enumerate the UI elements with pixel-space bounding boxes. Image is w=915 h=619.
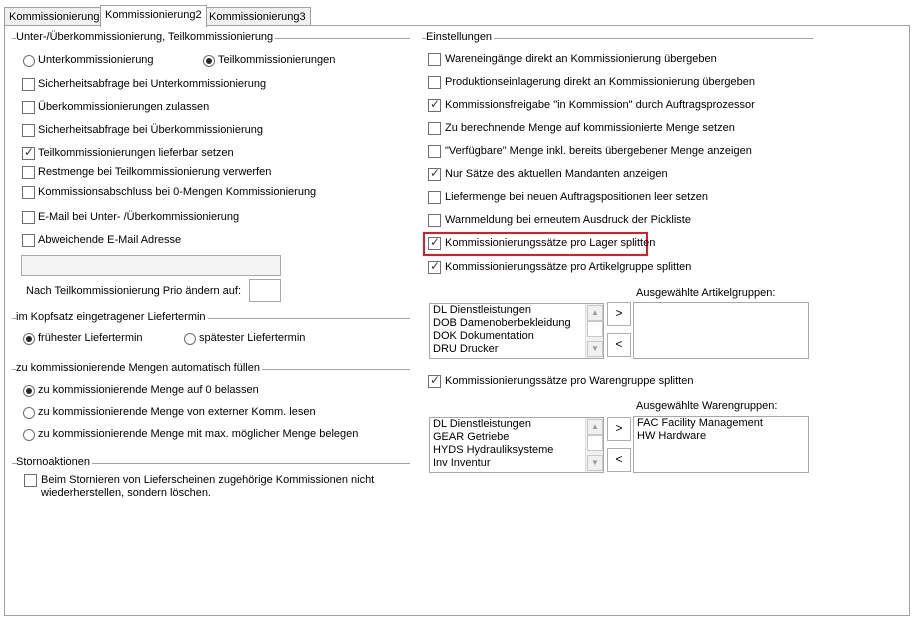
checkbox-email-unter-ueber-label: E-Mail bei Unter- /Überkommissionierung: [38, 211, 240, 223]
checkbox-lager-splitten-label: Kommissionierungssätze pro Lager splitten: [445, 237, 656, 249]
checkbox-restmenge-verwerfen-label: Restmenge bei Teilkommissionierung verwerfen: [38, 166, 272, 178]
radio-spaetester-liefertermin-label: spätester Liefertermin: [199, 332, 306, 344]
group-title-unter-ueber: Unter-/Überkommissionierung, Teilkommissionierung: [16, 31, 274, 43]
checkbox-ueberkommissionierungen-zulassen[interactable]: [22, 101, 35, 114]
checkbox-sicherheitsabfrage-ueber[interactable]: [22, 124, 35, 137]
checkbox-storno-label-line1: Beim Stornieren von Lieferscheinen zugehörige Kommissionen nicht: [41, 474, 375, 486]
checkbox-kommissionsfreigabe-label: Kommissionsfreigabe "in Kommission" durch Auftragsprozessor: [445, 99, 755, 111]
checkbox-produktionseinlagerung[interactable]: [428, 76, 441, 89]
scrollbar[interactable]: [585, 304, 603, 358]
checkbox-ueberkommissionierungen-zulassen-label: Überkommissionierungen zulassen: [38, 101, 210, 113]
checkbox-warengruppe-splitten-label: Kommissionierungssätze pro Warengruppe splitten: [445, 375, 694, 387]
checkbox-kommissionsabschluss-0-mengen[interactable]: [22, 186, 35, 199]
radio-menge-extern-label: zu kommissionierende Menge von externer Komm. lesen: [38, 406, 316, 418]
group-title-mengen-fuellen: zu kommissionierende Mengen automatisch füllen: [16, 362, 260, 374]
checkbox-verfuegbare-menge-label: "Verfügbare" Menge inkl. bereits übergebener Menge anzeigen: [445, 145, 752, 157]
checkbox-zu-berechnende-menge-label: Zu berechnende Menge auf kommissionierte Menge setzen: [445, 122, 735, 134]
checkbox-sicherheitsabfrage-unter[interactable]: [22, 78, 35, 91]
checkbox-warengruppe-splitten[interactable]: [428, 375, 441, 388]
list-item[interactable]: DOK Dokumentation: [433, 330, 534, 342]
list-item[interactable]: HYDS Hydrauliksysteme: [433, 444, 554, 456]
checkbox-wareneingaenge[interactable]: [428, 53, 441, 66]
artikelgruppen-available-list[interactable]: [429, 303, 604, 359]
checkbox-teilkommissionierungen-lieferbar-label: Teilkommissionierungen lieferbar setzen: [38, 147, 234, 159]
scrollbar-thumb[interactable]: [587, 435, 603, 451]
radio-menge-auf-0[interactable]: [23, 385, 35, 397]
remove-warengruppe-button[interactable]: <: [607, 448, 631, 472]
list-item[interactable]: HW Hardware: [637, 430, 707, 442]
checkbox-abweichende-email[interactable]: [22, 234, 35, 247]
prio-input[interactable]: [249, 279, 281, 302]
prio-label: Nach Teilkommissionierung Prio ändern auf:: [26, 285, 242, 297]
scroll-down-arrow-icon[interactable]: ▼: [587, 455, 603, 471]
ausgewaehlte-warengruppen-label: Ausgewählte Warengruppen:: [636, 400, 778, 412]
radio-fruehester-liefertermin[interactable]: [23, 333, 35, 345]
checkbox-artikelgruppe-splitten[interactable]: [428, 261, 441, 274]
tab-kommissionierung3[interactable]: Kommissionierung3: [204, 7, 311, 26]
list-item[interactable]: DL Dienstleistungen: [433, 418, 532, 430]
checkbox-warnmeldung-pickliste-label: Warnmeldung bei erneutem Ausdruck der Pickliste: [445, 214, 691, 226]
checkbox-sicherheitsabfrage-unter-label: Sicherheitsabfrage bei Unterkommissionierung: [38, 78, 267, 90]
tab-kommissionierung2[interactable]: Kommissionierung2: [100, 5, 207, 27]
scrollbar[interactable]: [585, 418, 603, 472]
group-title-einstellungen: Einstellungen: [426, 31, 493, 43]
radio-menge-extern[interactable]: [23, 407, 35, 419]
radio-teilkommissionierungen[interactable]: [203, 55, 215, 67]
ausgewaehlte-artikelgruppen-label: Ausgewählte Artikelgruppen:: [636, 287, 776, 299]
checkbox-verfuegbare-menge[interactable]: [428, 145, 441, 158]
scroll-up-arrow-icon[interactable]: ▲: [587, 305, 603, 321]
radio-menge-max[interactable]: [23, 429, 35, 441]
checkbox-nur-saetze-mandant-label: Nur Sätze des aktuellen Mandanten anzeigen: [445, 168, 668, 180]
remove-artikelgruppe-button[interactable]: <: [607, 333, 631, 357]
warengruppen-selected-list[interactable]: [633, 416, 809, 473]
radio-spaetester-liefertermin[interactable]: [184, 333, 196, 345]
tab-kommissionierung[interactable]: Kommissionierung: [4, 7, 104, 26]
group-title-storno: Stornoaktionen: [16, 456, 90, 468]
radio-menge-max-label: zu kommissionierende Menge mit max. möglicher Menge belegen: [38, 428, 359, 440]
checkbox-restmenge-verwerfen[interactable]: [22, 166, 35, 179]
checkbox-storno-label-line2: wiederherstellen, sondern löschen.: [41, 487, 211, 499]
radio-unterkommissionierung-label: Unterkommissionierung: [38, 54, 154, 66]
scroll-up-arrow-icon[interactable]: ▲: [587, 419, 603, 435]
checkbox-nur-saetze-mandant[interactable]: [428, 168, 441, 181]
radio-menge-auf-0-label: zu kommissionierende Menge auf 0 belassen: [38, 384, 259, 396]
checkbox-zu-berechnende-menge[interactable]: [428, 122, 441, 135]
checkbox-email-unter-ueber[interactable]: [22, 211, 35, 224]
email-address-field[interactable]: [21, 255, 281, 276]
list-item[interactable]: FAC Facility Management: [637, 417, 763, 429]
checkbox-storno-kommissionen-loeschen[interactable]: [24, 474, 37, 487]
list-item[interactable]: DRU Drucker: [433, 343, 499, 355]
checkbox-sicherheitsabfrage-ueber-label: Sicherheitsabfrage bei Überkommissionierung: [38, 124, 264, 136]
list-item[interactable]: Inv Inventur: [433, 457, 491, 469]
checkbox-kommissionsfreigabe[interactable]: [428, 99, 441, 112]
group-title-liefertermin: im Kopfsatz eingetragener Liefertermin: [16, 311, 206, 323]
add-warengruppe-button[interactable]: >: [607, 417, 631, 441]
checkbox-warnmeldung-pickliste[interactable]: [428, 214, 441, 227]
list-item[interactable]: DOB Damenoberbekleidung: [433, 317, 571, 329]
scroll-down-arrow-icon[interactable]: ▼: [587, 341, 603, 357]
radio-unterkommissionierung[interactable]: [23, 55, 35, 67]
checkbox-produktionseinlagerung-label: Produktionseinlagerung direkt an Kommissionierung übergeben: [445, 76, 756, 88]
checkbox-lager-splitten[interactable]: [428, 237, 441, 250]
checkbox-abweichende-email-label: Abweichende E-Mail Adresse: [38, 234, 182, 246]
checkbox-kommissionsabschluss-0-mengen-label: Kommissionsabschluss bei 0-Mengen Kommissionierung: [38, 186, 317, 198]
checkbox-teilkommissionierungen-lieferbar[interactable]: [22, 147, 35, 160]
warengruppen-available-list[interactable]: [429, 417, 604, 473]
artikelgruppen-selected-list[interactable]: [633, 302, 809, 359]
checkbox-liefermenge-leer-label: Liefermenge bei neuen Auftragspositionen leer setzen: [445, 191, 708, 203]
checkbox-artikelgruppe-splitten-label: Kommissionierungssätze pro Artikelgruppe splitten: [445, 261, 692, 273]
radio-teilkommissionierungen-label: Teilkommissionierungen: [218, 54, 336, 66]
add-artikelgruppe-button[interactable]: >: [607, 302, 631, 326]
list-item[interactable]: DL Dienstleistungen: [433, 304, 532, 316]
scrollbar-thumb[interactable]: [587, 321, 603, 337]
checkbox-liefermenge-leer[interactable]: [428, 191, 441, 204]
checkbox-wareneingaenge-label: Wareneingänge direkt an Kommissionierung übergeben: [445, 53, 717, 65]
radio-fruehester-liefertermin-label: frühester Liefertermin: [38, 332, 143, 344]
list-item[interactable]: GEAR Getriebe: [433, 431, 510, 443]
